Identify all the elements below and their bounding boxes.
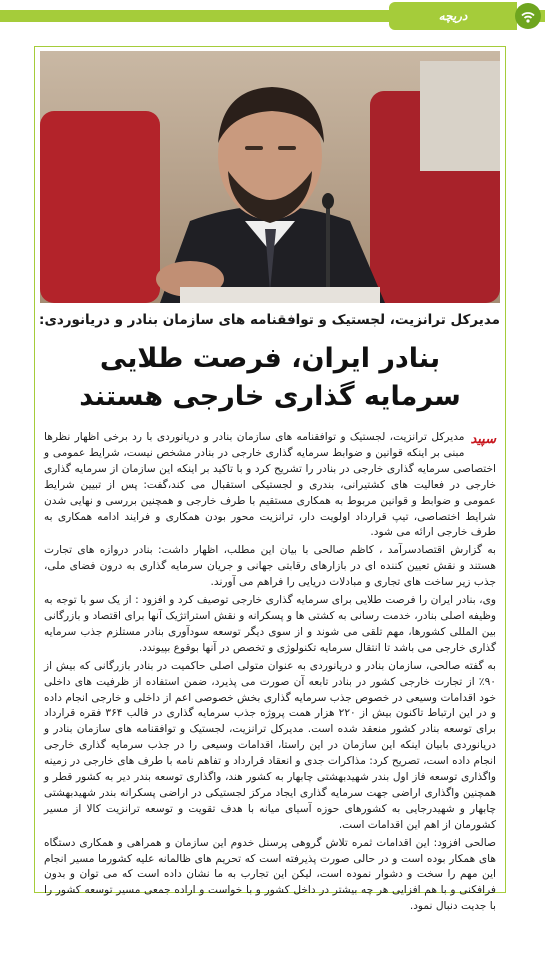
- source-logo: سپید: [470, 432, 496, 447]
- paragraph-4: به گفته صالحی، سازمان بنادر و دریانوردی به عنوان متولی اصلی حاکمیت در بنادر بازرگانی که بیش از ۹۰٪ از تجارت خارجی کشور در بنادر تابعه آن صورت می پذیرد، ضمن استفاده از ظرفیت های داخلی خود اقدامات وسیعی در خصوص جذب سرمایه گذاری بخش خصوصی اعم از داخلی و خارجی انجام داده و در این ارتباط تاکنون بیش از ۲۲۰ هزار همت پروژه جذب سرمایه گذاری در قالب ۳۶۴ فقره قرارداد برای توسعه بنادر کشور منعقد شده است. مدیرکل ترانزیت، لجستیک و توافقنامه های سازمان بنادر و دریانوردی بابیان اینکه این سازمان در این راستا، اقدامات وسیعی را در جذب سرمایه گذاری خارجی انجام داده است، تصریح کرد: مذاکرات جدی و انعقاد قرارداد و تفاهم نامه با طرف های خارجی در زمینه واگذاری توسعه فاز اول بندر شهیدبهشتی چابهار به کشور هند، واگذاری توسعه بندر دیر به کشور قطر و همچنین واگذاری اراضی جهت سرمایه گذاری ایجاد مرکز لجستیکی در اراضی پسکرانه بندر شهیدبهشتی چابهار و شهیدرجایی به کشورهای حوزه آسیای میانه با هدف تقویت و توسعه ترانزیت کالا از مسیر کشورمان از اهم این اقدامات است.: [44, 659, 496, 831]
- article-photo: [40, 51, 500, 303]
- paragraph-3: وی، بنادر ایران را فرصت طلایی برای سرمایه گذاری خارجی توصیف کرد و افزود : از یک سو با توجه به وظیفه اصلی بنادر، خدمت رسانی به کشتی ها و پسکرانه و نقش استراتژیک آنها برای اقتصاد و بازرگانی بین المللی کشورها، مهم تلقی می شوند و از سوی دیگر توسعه سودآوری بنادر مستلزم جذب سرمایه گذاری خارجی می باشد تا انتقال سرمایه تکنولوژی و تخصص در آنها بوقوع بپیوندد.: [44, 594, 496, 654]
- article-kicker: مدیرکل ترانزیت، لجستیک و توافقنامه های سازمان بنادر و دریانوردی:: [39, 312, 500, 328]
- paragraph-1-text: مدیرکل ترانزیت، لجستیک و توافقنامه های سازمان بنادر و دریانوردی با رد برخی اظهار نظرها مبنی بر اینکه قوانین و ضوابط سرمایه گذاری خارجی در بنادر مشخص نیست، شرایط عمومی و اختصاصی سرمایه گذاری خارجی در بنادر را تشریح کرد و با تاکید بر اینکه این سازمان از سرمایه گذاری خارجی در فعالیت های کشتیرانی، بندری و لجستیکی استقبال می کند،گفت: پس از تبیین شرایط عمومی و ضوابط و قوانین مربوط به همکاری مستقیم با طرف خارجی و همچنین بررسی و نهایی شدن شرایط اختصاصی، تیپ قرارداد اولویت دار، ترانزیت محور بودن همکاری و فرایند ادامه همکاری به طرف خارجی ارائه می شود.: [44, 431, 496, 539]
- headline-line-1: بنادر ایران، فرصت طلایی: [99, 343, 441, 374]
- article-headline: [40, 340, 500, 416]
- headline-line-2: سرمایه گذاری خارجی هستند: [79, 381, 461, 412]
- paragraph-1: [44, 430, 496, 541]
- article-body: [44, 430, 496, 913]
- paragraph-2: به گزارش اقتصادسرآمد ، کاظم صالحی با بیان این مطلب، اظهار داشت: بنادر دروازه های تجارت هستند و نقش تعیین کننده ای در بازارهای رقابتی جهانی و جریان سرمایه گذاری به درون فضای ملی، جذب زیر ساخت های تجاری و مبادلات دریایی را فراهم می آورند.: [44, 544, 496, 589]
- section-header: [0, 0, 545, 33]
- section-tab: [389, 2, 517, 30]
- section-label: دریچه: [438, 9, 468, 23]
- paragraph-5: صالحی افزود: این اقدامات ثمره تلاش گروهی پرسنل خدوم این سازمان و همراهی و همکاری دستگاه های همکار بوده است و در حالی صورت پذیرفته است که تحریم های ظالمانه علیه کشورما مسیر انجام این مهم را سخت و دشوار نموده است، لیکن این تجارب به ما نشان داده است که می توان و بدون فرافکنی و با هم افزایی هر چه بیشتر در داخل کشور و با خواست و اراده جمعی مسیر توسعه کشور را با جدیت دنبال نمود.: [44, 836, 496, 913]
- wifi-icon: [515, 3, 541, 29]
